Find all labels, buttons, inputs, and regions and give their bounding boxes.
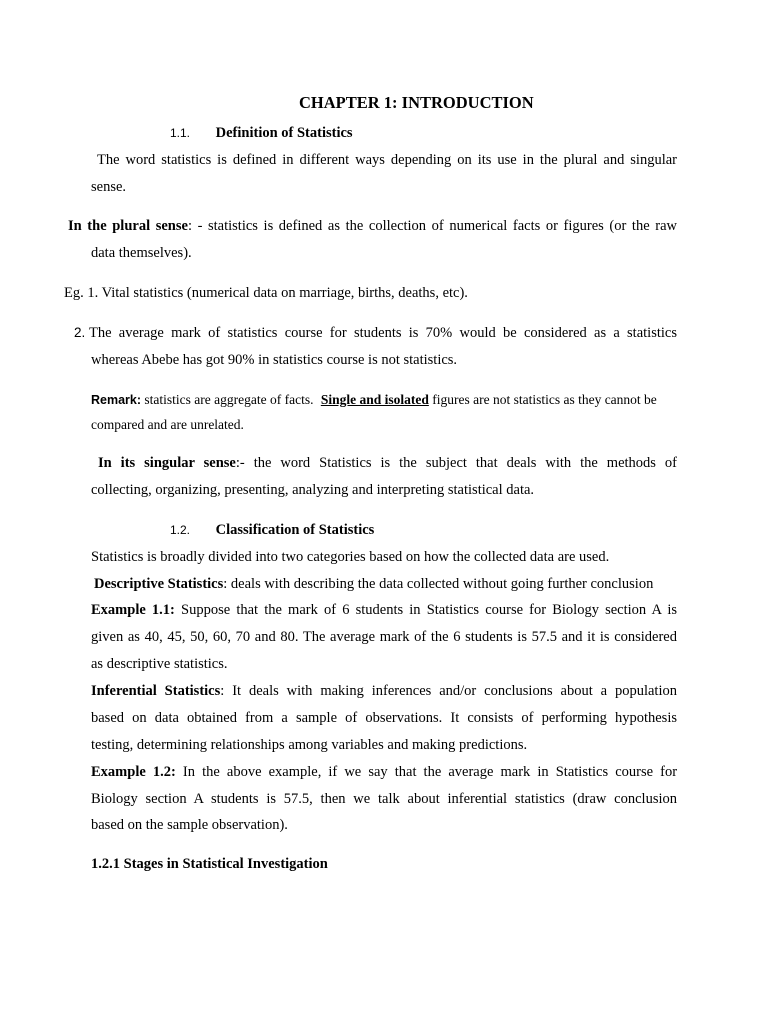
remark-text-a: statistics are aggregate of facts. [144,392,314,407]
intro-line-1: The word statistics is defined in different ways depending on its use in the plural and singular [97,152,677,168]
example-1-2-text: In the above example, if we say that the average mark in Statistics course for [182,764,678,780]
remark-emphasis: Single and isolated [320,392,429,407]
example-1-2-line-2: Biology section A students is 57.5, then we talk about inferential statistics (draw conclusion [91,791,677,807]
example-1-1-line-3: as descriptive statistics. [91,656,228,672]
classification-intro: Statistics is broadly divided into two categories based on how the collected data are used. [91,549,610,565]
example-two-text: The average mark of statistics course for students is 70% would be considered as a statistics [89,325,677,341]
plural-sense-label: In the plural sense [68,218,188,234]
remark-line-2: compared and are unrelated. [91,417,244,432]
example-two-number: 2. [74,325,86,340]
inferential-statistics-line-2: based on data obtained from a sample of observations. It consists of performing hypothesis [91,710,677,726]
section-1-1-header [170,124,353,142]
inferential-statistics-text: : It deals with making inferences and/or conclusions about a population [220,683,677,699]
section-1-2-number: 1.2. [170,523,191,537]
singular-sense-label: In its singular sense [98,455,236,471]
example-1-2-line-1 [91,763,677,781]
example-1-1-line-2: given as 40, 45, 50, 60, 70 and 80. The average mark of the 6 students is 57.5 and it is considered [91,629,677,645]
chapter-title: CHAPTER 1: INTRODUCTION [299,93,534,112]
plural-sense-text: : - statistics is defined as the collection of numerical facts or figures (or the raw [187,218,677,234]
vital-statistics-example: Eg. 1. Vital statistics (numerical data on marriage, births, deaths, etc). [64,285,468,301]
inferential-statistics-line-1 [91,682,677,700]
example-1-1-text: Suppose that the mark of 6 students in Statistics course for Biology section A is [181,602,677,618]
remark-label: Remark: [91,393,142,407]
section-1-1-number: 1.1. [170,126,191,140]
inferential-statistics-line-3: testing, determining relationships among variables and making predictions. [91,737,528,753]
singular-sense-text: :- the word Statistics is the subject that deals with the methods of [235,455,677,471]
example-two-line-2: whereas Abebe has got 90% in statistics course is not statistics. [91,352,458,368]
descriptive-statistics-line [94,575,653,593]
section-1-2-heading: Classification of Statistics [215,522,375,538]
plural-sense-line-1 [68,217,677,235]
singular-sense-line-2: collecting, organizing, presenting, analyzing and interpreting statistical data. [91,482,535,498]
example-1-2-label: Example 1.2: [91,764,176,780]
example-1-1-label: Example 1.1: [91,602,175,618]
singular-sense-line-1 [98,454,677,472]
example-two-line-1 [74,324,677,342]
descriptive-statistics-text: : deals with describing the data collected without going further conclusion [223,576,654,592]
intro-line-2: sense. [91,179,127,195]
plural-sense-line-2: data themselves). [91,245,192,261]
example-1-2-line-3: based on the sample observation). [91,817,288,833]
section-1-1-heading: Definition of Statistics [215,125,353,141]
section-1-2-1-heading: 1.2.1 Stages in Statistical Investigation [91,856,328,872]
remark-line-1 [91,391,677,409]
section-1-2-header [170,521,374,539]
remark-text-b: figures are not statistics as they cannot be [432,392,657,407]
inferential-statistics-label: Inferential Statistics [91,683,221,699]
example-1-1-line-1 [91,601,677,619]
descriptive-statistics-label: Descriptive Statistics [94,576,224,592]
